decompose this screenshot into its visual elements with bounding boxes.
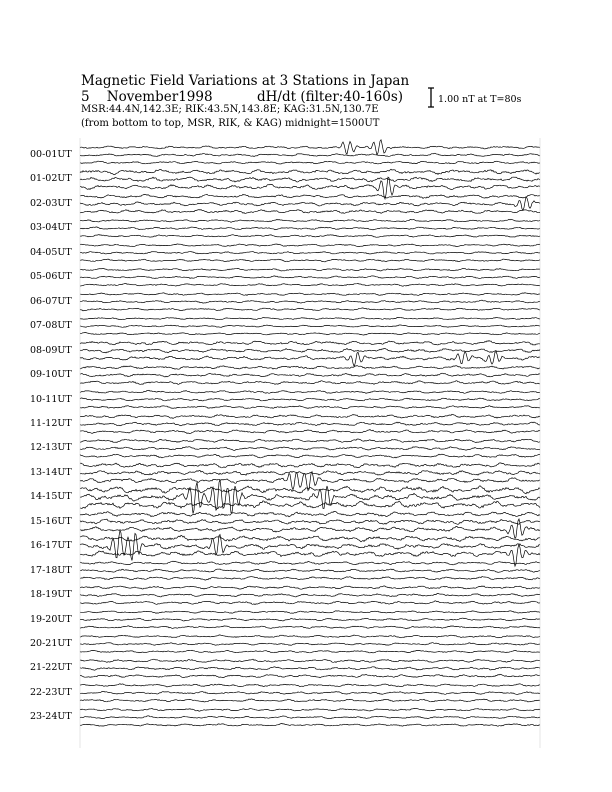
trace-kag [80, 463, 540, 468]
trace-msr [80, 626, 540, 629]
scale-bar-label: 1.00 nT at T=80s [438, 94, 522, 105]
trace-msr [80, 332, 540, 335]
trace-rik [80, 667, 540, 670]
trace-rik [80, 197, 540, 210]
trace-kag [80, 535, 540, 542]
hour-label: 18-19UT [30, 589, 72, 601]
trace-msr [80, 210, 540, 214]
hour-label: 03-04UT [30, 222, 72, 234]
trace-rik [80, 349, 540, 353]
hour-label: 12-13UT [30, 442, 72, 454]
trace-kag [80, 511, 540, 516]
trace-msr [80, 308, 540, 311]
trace-msr [80, 259, 540, 262]
hour-label: 09-10UT [30, 369, 72, 381]
trace-rik [80, 177, 540, 182]
trace-kag [80, 611, 540, 614]
trace-msr [80, 430, 540, 434]
trace-msr [80, 501, 540, 509]
hour-label: 13-14UT [30, 466, 72, 478]
scale-bar [428, 88, 434, 107]
trace-rik [80, 519, 540, 524]
hour-label: 02-03UT [30, 197, 72, 209]
trace-rik [80, 691, 540, 694]
trace-msr [80, 454, 540, 458]
trace-kag [80, 140, 540, 155]
hour-label: 20-21UT [30, 638, 72, 649]
hour-label: 01-02UT [30, 173, 72, 185]
trace-rik [80, 593, 540, 597]
hour-label: 14-15UT [30, 491, 72, 503]
hour-label: 23-24UT [30, 711, 72, 723]
hour-label: 00-01UT [30, 149, 72, 160]
trace-kag [80, 561, 540, 565]
trace-rik [80, 470, 540, 475]
chart-date: 5 November1998 [81, 89, 213, 105]
trace-kag [80, 366, 540, 370]
chart-title: Magnetic Field Variations at 3 Stations in Japan [81, 73, 410, 89]
hour-label: 21-22UT [30, 662, 72, 674]
trace-msr [80, 161, 540, 164]
trace-msr [80, 724, 540, 727]
trace-kag [80, 635, 540, 638]
hour-label: 08-09UT [30, 344, 72, 356]
trace-msr [80, 351, 540, 366]
trace-kag [80, 293, 540, 296]
trace-kag [80, 219, 540, 222]
trace-kag [80, 194, 540, 198]
hour-label: 05-06UT [30, 271, 72, 283]
trace-msr [80, 577, 540, 581]
station-order-note: (from bottom to top, MSR, RIK, & KAG) midnight=1500UT [81, 118, 380, 129]
hour-label: 04-05UT [30, 246, 72, 258]
trace-msr [80, 674, 540, 677]
trace-msr [80, 235, 540, 238]
station-coordinates: MSR:44.4N,142.3E; RIK:43.5N,143.8E; KAG:31.5N,130.7E [81, 104, 379, 115]
hour-label: 17-18UT [30, 564, 72, 576]
trace-rik [80, 325, 540, 327]
trace-kag [80, 341, 540, 346]
trace-kag [80, 244, 540, 247]
trace-kag [80, 317, 540, 319]
trace-rik [80, 569, 540, 572]
trace-rik [80, 618, 540, 621]
trace-msr [80, 650, 540, 653]
trace-rik [80, 422, 540, 426]
hour-label: 06-07UT [30, 295, 72, 307]
hour-label: 07-08UT [30, 320, 72, 332]
trace-rik [80, 447, 540, 451]
trace-rik [80, 276, 540, 279]
trace-rik [80, 252, 540, 254]
trace-rik [80, 153, 540, 156]
trace-kag [80, 486, 540, 494]
trace-msr [80, 699, 540, 702]
trace-msr [80, 284, 540, 287]
trace-kag [80, 439, 540, 443]
hour-label: 15-16UT [30, 515, 72, 527]
trace-kag [80, 659, 540, 662]
trace-rik [80, 300, 540, 303]
trace-kag [80, 708, 540, 711]
chart-quantity: dH/dt (filter:40-160s) [257, 89, 404, 105]
trace-kag [80, 268, 540, 271]
trace-msr [80, 381, 540, 385]
hour-label: 16-17UT [30, 540, 72, 552]
hour-label: 11-12UT [30, 417, 72, 429]
trace-rik [80, 643, 540, 646]
trace-kag [80, 390, 540, 393]
trace-rik [80, 398, 540, 401]
trace-msr [80, 406, 540, 409]
trace-rik [80, 716, 540, 719]
trace-rik [80, 479, 540, 513]
trace-rik [80, 531, 540, 561]
trace-rik [80, 227, 540, 230]
trace-msr [80, 601, 540, 605]
hour-label: 10-11UT [30, 393, 72, 405]
trace-kag [80, 586, 540, 589]
hour-label: 19-20UT [30, 613, 72, 625]
trace-kag [80, 414, 540, 418]
trace-kag [80, 169, 540, 175]
hour-label: 22-23UT [30, 686, 72, 698]
trace-kag [80, 684, 540, 687]
trace-rik [80, 373, 540, 377]
